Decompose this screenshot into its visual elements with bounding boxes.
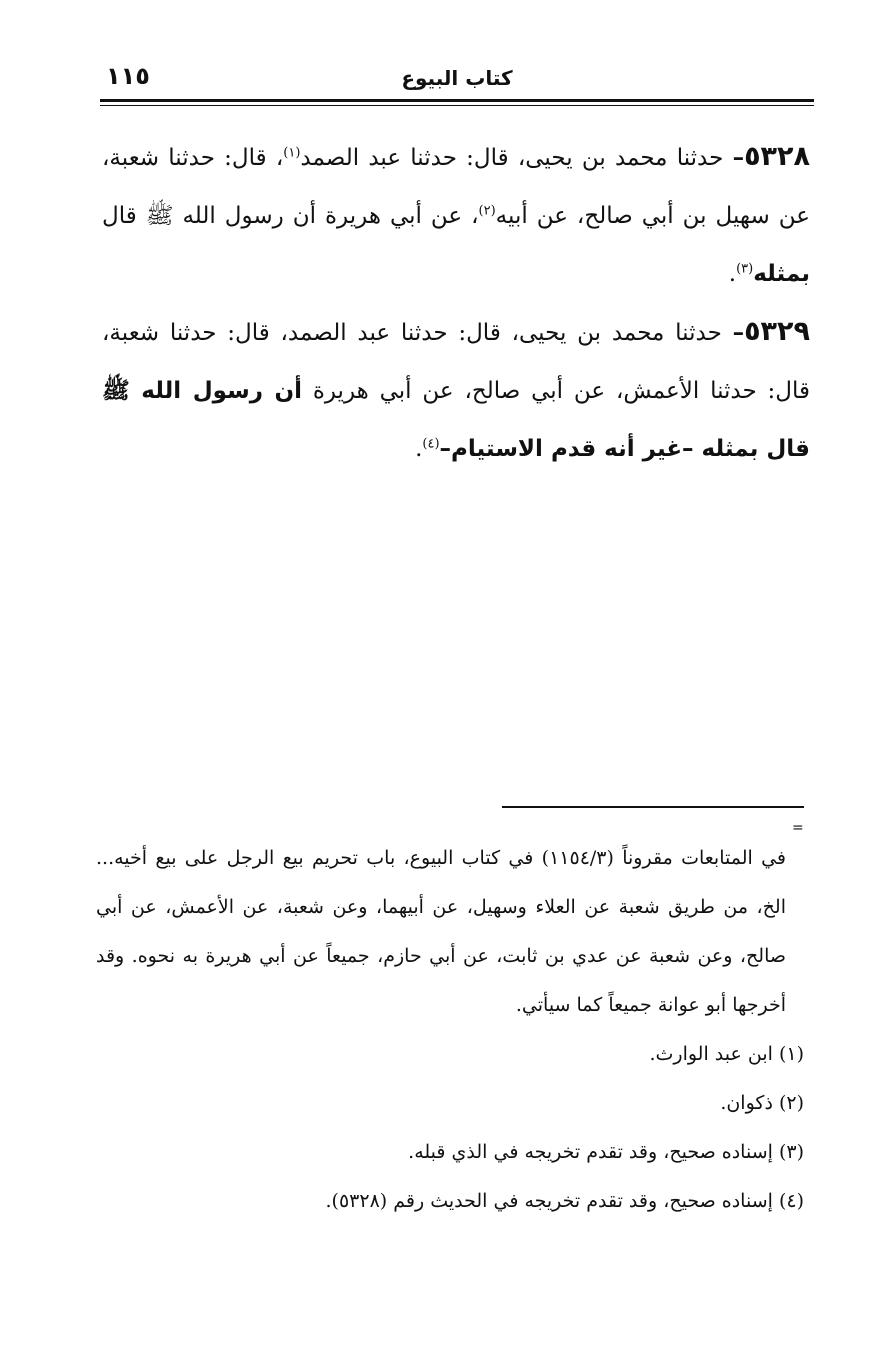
header-rule-thick: [100, 99, 814, 102]
hadith-5329: [102, 303, 810, 478]
footnote-ref: (١): [283, 145, 301, 161]
footnote-continuation: في المتابعات مقروناً (١١٥٤/٣) في كتاب البيوع، باب تحريم بيع الرجل على بيع أخيه... الخ، من طريق شعبة عن العلاء وسهيل، عن أبيهما، وعن شعبة، عن الأعمش، عن أبي صالح، وعن شعبة عن عدي بن ثابت، عن أبي حازم، جميعاً عن أبي هريرة به نحوه. وقد أخرجها أبو عوانة جميعاً كما سيأتي.: [96, 847, 786, 1016]
page-header: [100, 62, 814, 100]
running-title: كتاب البيوع: [401, 66, 513, 90]
hadith-dash: –: [732, 144, 745, 171]
hadith-dash: –: [732, 319, 745, 346]
footnote-ref: (٢): [478, 203, 496, 219]
footnote-3: (٣) إسناده صحيح، وقد تقدم تخريجه في الذي قبله.: [408, 1141, 804, 1163]
footnote-separator: [502, 806, 804, 808]
hadith-text: ، قال: حدثنا شعبة، عن سهيل بن أبي صالح، عن أبيه: [102, 145, 811, 229]
hadith-text: حدثنا محمد بن يحيى، قال: حدثنا عبد الصمد: [300, 145, 733, 171]
footnote-continuation-mark: =: [792, 820, 804, 836]
footnote-2: (٢) ذكوان.: [720, 1092, 804, 1114]
hadith-5328: [102, 128, 810, 303]
header-rule-thin: [100, 105, 814, 106]
hadith-number: ٥٣٢٩: [744, 316, 810, 347]
main-text: [102, 128, 810, 478]
hadith-text: حدثنا محمد بن يحيى، قال: حدثنا عبد الصمد، قال: حدثنا شعبة، قال: حدثنا الأعمش، عن أبي صالح، عن أبي هريرة: [102, 320, 811, 404]
hadith-bold-text: أن رسول الله ﷺ قال بمثله –غير أنه قدم الاستيام–: [102, 378, 810, 462]
footnote-list: [96, 1030, 804, 1226]
footnotes: [96, 834, 804, 1226]
hadith-bold-text: بمثله: [753, 261, 810, 287]
footnote-1: (١) ابن عبد الوارث.: [649, 1043, 804, 1065]
footnote-ref: (٤): [422, 436, 440, 452]
hadith-end: .: [415, 436, 423, 462]
hadith-text: ، عن أبي هريرة أن رسول الله ﷺ قال: [102, 203, 479, 229]
hadith-end: .: [728, 261, 737, 287]
footnote-4: (٤) إسناده صحيح، وقد تقدم تخريجه في الحديث رقم (٥٣٢٨).: [325, 1190, 804, 1212]
footnote-ref: (٣): [736, 261, 754, 277]
hadith-number: ٥٣٢٨: [744, 141, 810, 172]
page-number: ١١٥: [106, 62, 150, 90]
